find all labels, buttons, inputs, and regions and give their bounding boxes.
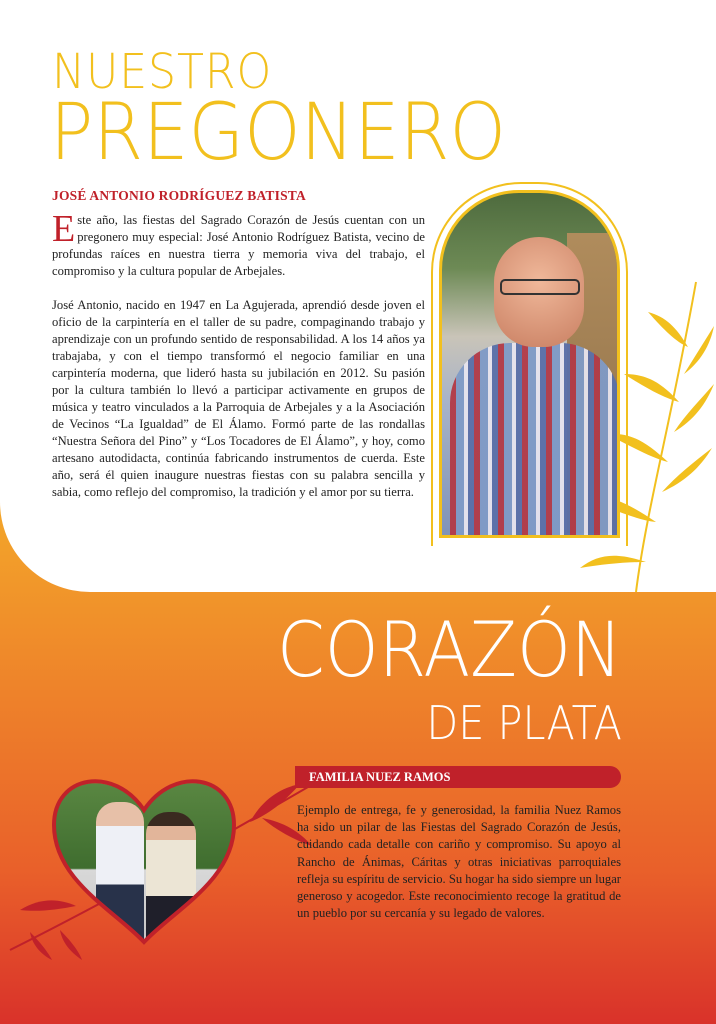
family-heart-photo xyxy=(44,762,244,952)
article-paragraph-1-text: ste año, las fiestas del Sagrado Corazón de Jesús cuentan con un pregonero muy especial: José Antonio Rodríguez Batista, vecino de profundas raíces en nuestra tierra y memoria viva del trabajo, el compromiso y la cultura popular de Arbejales. xyxy=(52,213,425,278)
page-title-line1: NUESTRO xyxy=(52,44,273,100)
heart-frame-icon xyxy=(44,762,244,952)
pregonero-photo xyxy=(439,190,620,538)
article-paragraph-1 xyxy=(52,208,425,280)
family-banner: FAMILIA NUEZ RAMOS xyxy=(295,766,621,788)
article-paragraph-2: José Antonio, nacido en 1947 en La Agujerada, aprendió desde joven el oficio de la carpintería en el taller de su padre, compaginando trabajo y aprendizaje con un profundo sentido de responsabilidad. A los 14 años ya trabajaba, y con el tiempo transformó el negocio familiar en una carpintería moderna, que lideró hasta su jubilación en 2012. Su pasión por la cultura también lo llevó a participar activamente en grupos de música y teatro vinculados a la Parroquia de Arbejales y a la Asociación de Vecinos “La Igualdad” de El Álamo. Formó parte de las rondallas “Nuestra Señora del Pino” y “Los Tocadores de El Álamo”, y hoy, como artesano autodidacta, continúa fabricando instrumentos de cuerda. Este año, será él quien inaugure nuestras fiestas con su palabra sencilla y sabia, como reflejo del compromiso, la tradición y el amor por su tierra. xyxy=(52,298,425,499)
pregonero-article xyxy=(52,208,425,518)
section-title-line2: DE PLATA xyxy=(426,696,622,750)
page-title-line2: PREGONERO xyxy=(50,88,506,178)
drop-cap: E xyxy=(52,208,76,250)
section-title-line1: CORAZÓN xyxy=(276,605,622,694)
family-article xyxy=(297,802,621,922)
family-article-text: Ejemplo de entrega, fe y generosidad, la familia Nuez Ramos ha sido un pilar de las Fiestas del Sagrado Corazón de Jesús, cuidando cada detalle con cariño y compromiso. Su apoyo al Rancho de Ánimas, Cáritas y otras iniciativas parroquiales refleja su espíritu de servicio. Su hogar ha sido siempre un lugar generoso y acogedor. Este reconocimiento recoge la gratitud de un pueblo por su cercanía y su legado de valores. xyxy=(297,803,621,921)
pregonero-name: JOSÉ ANTONIO RODRÍGUEZ BATISTA xyxy=(52,188,306,203)
